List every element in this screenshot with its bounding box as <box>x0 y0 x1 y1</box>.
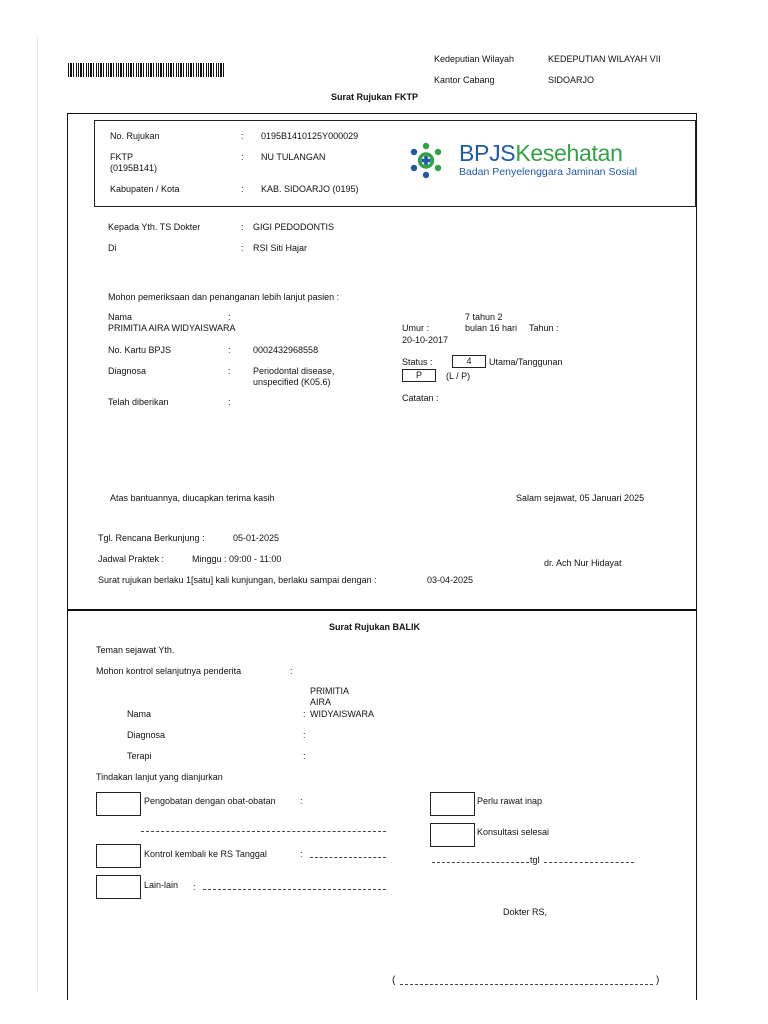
kabupaten-label: Kabupaten / Kota <box>110 184 180 194</box>
kartu-label: No. Kartu BPJS <box>108 345 172 355</box>
no-rujukan-label: No. Rujukan <box>110 131 160 141</box>
nama-label: Nama <box>108 312 133 322</box>
diagnosa-line1: Periodontal disease, <box>253 366 335 376</box>
colon: : <box>241 152 244 162</box>
opt-rawat-label: Perlu rawat inap <box>477 796 543 806</box>
checkbox-konsultasi-selesai[interactable] <box>430 823 475 847</box>
tindakan-label: Tindakan lanjut yang dianjurkan <box>96 772 223 782</box>
thanks-text: Atas bantuannya, diucapkan terima kasih <box>110 493 275 503</box>
status-desc: Utama/Tanggunan <box>489 357 563 367</box>
logo-brand-a: BPJS <box>459 140 516 166</box>
patient-intro: Mohon pemeriksaan dan penanganan lebih lanjut pasien : <box>108 292 340 302</box>
sex-desc: (L / P) <box>446 371 471 381</box>
colon: : <box>241 184 244 194</box>
jadwal-label: Jadwal Praktek : <box>98 554 165 564</box>
dob-value: 20-10-2017 <box>402 335 449 345</box>
kepada-value: GIGI PEDODONTIS <box>253 222 335 232</box>
doctor-name: dr. Ach Nur Hidayat <box>544 558 622 568</box>
diagnosa-label: Diagnosa <box>108 366 147 376</box>
colon: : <box>241 131 244 141</box>
colon: : <box>241 222 244 232</box>
checkbox-rawat-inap[interactable] <box>430 792 475 816</box>
colon: : <box>303 709 306 719</box>
kontrol-date-line[interactable] <box>310 857 386 858</box>
balik-terapi-label: Terapi <box>127 751 152 761</box>
obat-fill-line[interactable] <box>141 831 386 832</box>
lain-fill-line[interactable] <box>203 889 386 890</box>
checkbox-obat[interactable] <box>96 792 141 816</box>
umur-line1: 7 tahun 2 <box>465 312 503 322</box>
balik-mohon: Mohon kontrol selanjutnya penderita <box>96 666 242 676</box>
page-title: Surat Rujukan FKTP <box>331 92 419 102</box>
colon: : <box>228 312 231 322</box>
opt-selesai-label: Konsultasi selesai <box>477 827 550 837</box>
di-label: Di <box>108 243 117 253</box>
barcode <box>68 63 224 77</box>
colon: : <box>300 796 303 806</box>
fktp-label: FKTP <box>110 152 134 162</box>
logo-subtitle: Badan Penyelenggara Jaminan Sosial <box>459 166 638 178</box>
balik-nama-label: Nama <box>127 709 152 719</box>
balik-nama-l2: AIRA <box>310 697 332 707</box>
colon: : <box>228 345 231 355</box>
colon: : <box>193 882 196 892</box>
berlaku-date: 03-04-2025 <box>427 575 474 585</box>
bpjs-logo-wordmark <box>459 141 637 178</box>
fktp-value: NU TULANGAN <box>261 152 326 162</box>
colon: : <box>228 397 231 407</box>
berlaku-text: Surat rujukan berlaku 1[satu] kali kunjungan, berlaku sampai dengan : <box>98 575 377 585</box>
place-fill-line[interactable] <box>432 862 529 863</box>
rencana-value: 05-01-2025 <box>233 533 280 543</box>
colon: : <box>228 366 231 376</box>
kartu-value: 0002432968558 <box>253 345 319 355</box>
status-label: Status : <box>402 357 433 367</box>
opt-obat-label: Pengobatan dengan obat-obatan <box>144 796 276 806</box>
salam-text: Salam sejawat, 05 Januari 2025 <box>516 493 645 503</box>
signature-paren-open: ( <box>392 975 396 986</box>
di-value: RSI Siti Hajar <box>253 243 308 253</box>
tahun-label: Tahun : <box>529 323 559 333</box>
colon: : <box>241 243 244 253</box>
umur-line2: bulan 16 hari <box>465 323 518 333</box>
colon: : <box>300 849 303 859</box>
value-wilayah: KEDEPUTIAN WILAYAH VII <box>548 54 661 64</box>
colon: : <box>303 730 306 740</box>
fktp-code: (0195B141) <box>110 163 158 173</box>
balik-greeting: Teman sejawat Yth. <box>96 645 175 655</box>
tgl-label: tgl <box>530 855 540 865</box>
logo-brand-b: Kesehatan <box>515 140 623 166</box>
checkbox-kontrol[interactable] <box>96 844 141 868</box>
diberikan-label: Telah diberikan <box>108 397 169 407</box>
balik-title: Surat Rujukan BALIK <box>329 622 421 632</box>
catatan-label: Catatan : <box>402 393 439 403</box>
opt-lain-label: Lain-lain <box>144 880 179 890</box>
colon: : <box>290 666 293 676</box>
dokter-rs-label: Dokter RS, <box>503 907 548 917</box>
nama-value: PRIMITIA AIRA WIDYAISWARA <box>108 323 236 333</box>
balik-nama-l1: PRIMITIA <box>310 686 350 696</box>
label-wilayah: Kedeputian Wilayah <box>434 54 515 64</box>
signature-paren-close: ) <box>656 975 660 986</box>
sex-box: P <box>402 369 436 382</box>
kabupaten-value: KAB. SIDOARJO (0195) <box>261 184 359 194</box>
balik-diagnosa-label: Diagnosa <box>127 730 166 740</box>
rencana-label: Tgl. Rencana Berkunjung : <box>98 533 205 543</box>
kepada-label: Kepada Yth. TS Dokter <box>108 222 201 232</box>
section-divider <box>67 609 696 611</box>
balik-nama-l3: WIDYAISWARA <box>310 709 375 719</box>
umur-label: Umur : <box>402 323 429 333</box>
signature-line[interactable] <box>400 984 653 985</box>
value-cabang: SIDOARJO <box>548 75 595 85</box>
jadwal-value: Minggu : 09:00 - 11:00 <box>192 554 282 564</box>
opt-kontrol-label: Kontrol kembali ke RS Tanggal <box>144 849 267 859</box>
bpjs-logo-icon <box>406 141 446 181</box>
status-box: 4 <box>452 355 486 368</box>
label-cabang: Kantor Cabang <box>434 75 495 85</box>
tgl-fill-line[interactable] <box>544 862 634 863</box>
diagnosa-line2: unspecified (K05.6) <box>253 377 331 387</box>
colon: : <box>303 751 306 761</box>
checkbox-lain[interactable] <box>96 875 141 899</box>
page-edge-line <box>37 38 38 991</box>
no-rujukan-value: 0195B1410125Y000029 <box>261 131 359 141</box>
